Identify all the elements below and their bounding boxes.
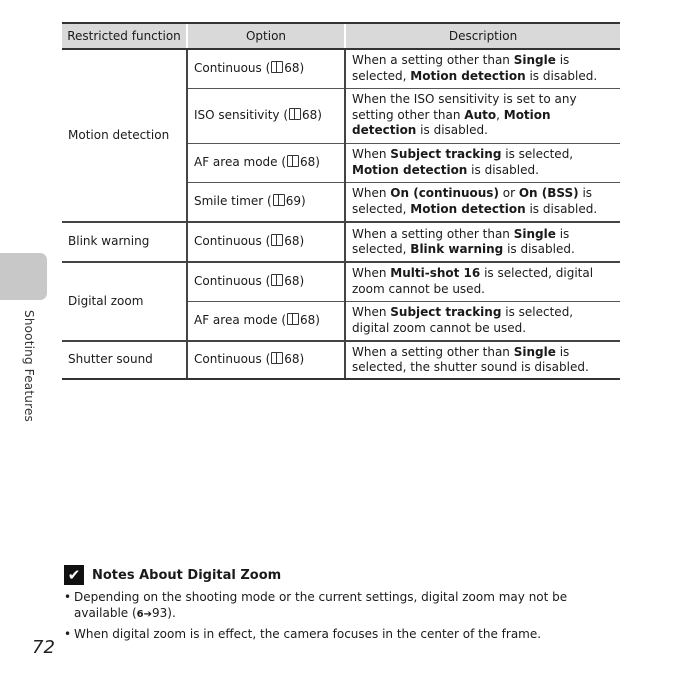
option-text: Continuous ( [194,352,271,367]
option-cell [187,301,345,341]
table-row [62,341,620,379]
option-page: 68) [284,234,305,249]
header-option: Option [187,23,345,49]
notes-list [64,590,624,649]
option-cell [187,262,345,301]
book-reference-icon [271,274,283,286]
table-header-row [62,23,620,49]
book-reference-icon [271,61,283,73]
list-item [64,627,624,643]
description-cell: When On (continuous) or On (BSS) is selected, Motion detection is disabled. [345,182,620,222]
section-label: Shooting Features [22,310,36,422]
check-mark-icon: ✔ [64,565,84,585]
book-reference-icon [273,194,285,206]
header-description: Description [345,23,620,49]
book-reference-icon [271,352,283,364]
notes-title: Notes About Digital Zoom [92,567,282,583]
function-cell: Blink warning [62,222,187,262]
description-cell: When Subject tracking is selected, Motion detection is disabled. [345,143,620,182]
option-cell [187,49,345,88]
option-text: AF area mode ( [194,313,287,328]
option-text: ISO sensitivity ( [194,107,289,122]
table-row [62,222,620,262]
book-reference-icon [287,313,299,325]
section-tab [0,253,47,300]
option-page: 68) [300,313,320,328]
option-page: 68) [300,154,320,169]
option-text: AF area mode ( [194,154,287,169]
option-cell [187,182,345,222]
option-cell [187,341,345,379]
option-page: 69) [285,194,306,209]
note-text: When digital zoom is in effect, the camera focuses in the center of the frame. [74,627,542,642]
option-cell [187,222,345,262]
description-cell: When a setting other than Single is selected, Motion detection is disabled. [345,49,620,88]
option-text: Continuous ( [194,234,271,249]
note-reference-page: 93 [152,605,168,620]
option-page: 68) [284,352,305,367]
option-cell [187,143,345,182]
option-text: Continuous ( [194,274,271,289]
description-cell: When Multi-shot 16 is selected, digital zoom cannot be used. [345,262,620,301]
option-page: 68) [302,107,322,122]
restrictions-table [62,22,620,380]
notes-header [64,565,281,585]
book-reference-icon [271,234,283,246]
header-restricted-function: Restricted function [62,23,187,49]
reference-arrow-icon: 6➔ [136,608,153,620]
table-row [62,49,620,88]
description-cell: When Subject tracking is selected, digital zoom cannot be used. [345,301,620,341]
function-cell: Digital zoom [62,262,187,341]
table-row [62,262,620,301]
function-cell: Motion detection [62,49,187,222]
option-cell [187,88,345,143]
note-text-end: ). [167,605,176,620]
book-reference-icon [289,108,301,120]
option-text: Continuous ( [194,61,271,76]
description-cell: When a setting other than Single is selected, the shutter sound is disabled. [345,341,620,379]
function-cell: Shutter sound [62,341,187,379]
note-text: Depending on the shooting mode or the current settings, digital zoom may not be available ( [74,590,568,620]
list-item [64,590,624,621]
option-page: 68) [284,274,305,289]
description-cell: When a setting other than Single is selected, Blink warning is disabled. [345,222,620,262]
book-reference-icon [287,155,299,167]
page-number: 72 [32,637,55,658]
option-page: 68) [284,61,305,76]
option-text: Smile timer ( [194,194,272,209]
description-cell: When the ISO sensitivity is set to any setting other than Auto, Motion detection is disabled. [345,88,620,143]
